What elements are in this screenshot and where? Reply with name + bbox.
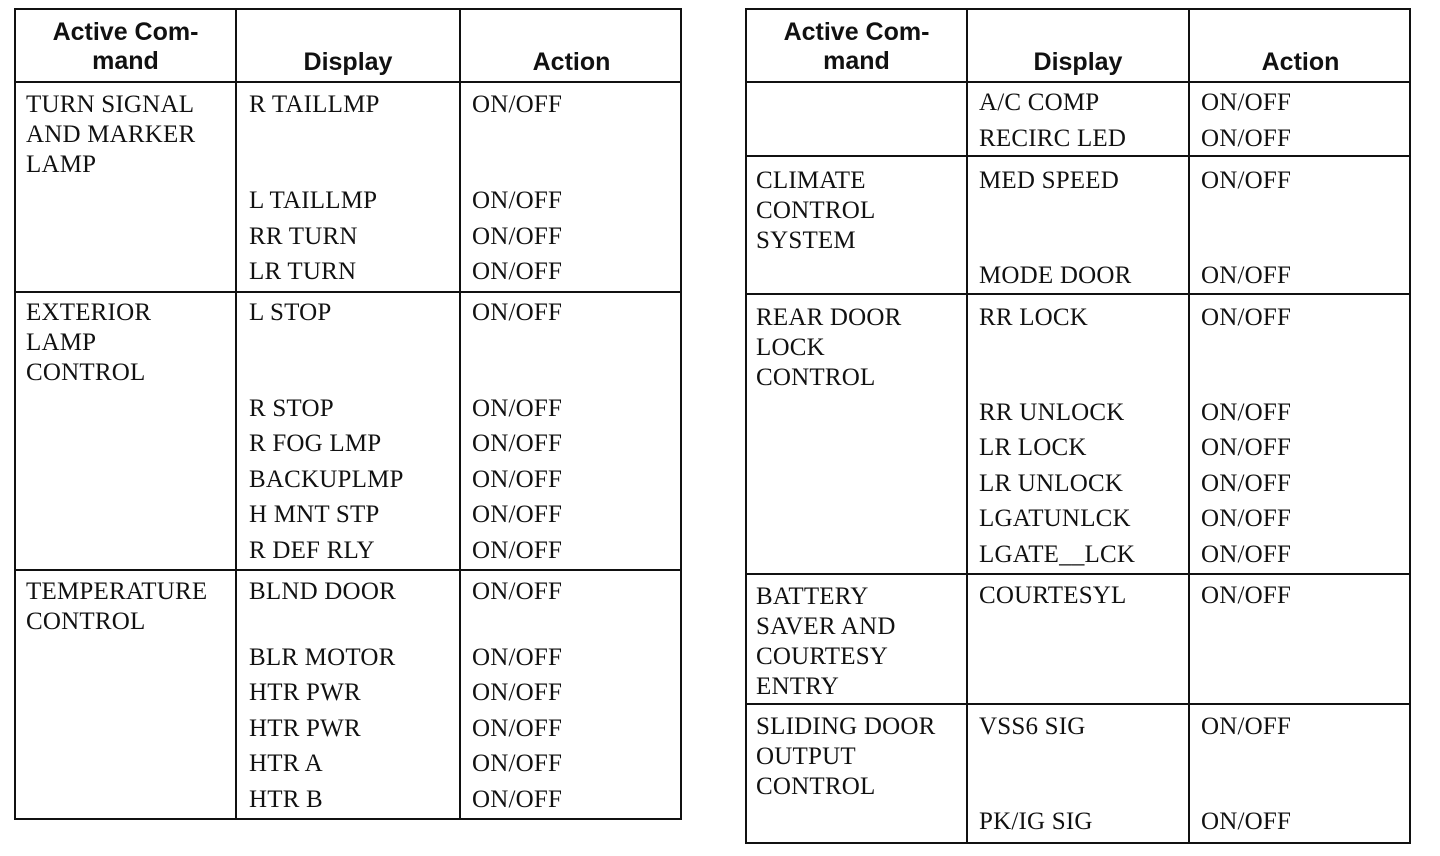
- header-divider: [747, 81, 1409, 83]
- display-value: LGATUNLCK: [979, 505, 1131, 532]
- group-divider: [747, 703, 1409, 705]
- column-divider: [966, 10, 968, 842]
- display-value: BLR MOTOR: [249, 644, 396, 671]
- column-divider: [1188, 10, 1190, 842]
- display-value: BACKUPLMP: [249, 466, 404, 493]
- group-divider: [16, 291, 680, 293]
- right-command-table: [745, 8, 1411, 844]
- header-active-command: Active Com- mand: [52, 18, 199, 75]
- display-value: RR LOCK: [979, 304, 1089, 331]
- action-value: ON/OFF: [472, 501, 563, 528]
- action-value: ON/OFF: [1201, 89, 1292, 116]
- action-value: ON/OFF: [472, 679, 563, 706]
- display-value: R FOG LMP: [249, 430, 382, 457]
- action-value: ON/OFF: [472, 644, 563, 671]
- action-value: ON/OFF: [1201, 541, 1292, 568]
- action-value: ON/OFF: [472, 466, 563, 493]
- display-value: LR TURN: [249, 258, 357, 285]
- action-value: ON/OFF: [1201, 713, 1292, 740]
- command-label: REAR DOOR LOCK CONTROL: [756, 304, 902, 391]
- display-value: LR LOCK: [979, 434, 1087, 461]
- action-value: ON/OFF: [1201, 808, 1292, 835]
- action-value: ON/OFF: [472, 91, 563, 118]
- action-value: ON/OFF: [1201, 434, 1292, 461]
- action-value: ON/OFF: [1201, 505, 1292, 532]
- header-action: Action: [1261, 48, 1340, 76]
- command-label: TEMPERATURE CONTROL: [26, 578, 208, 635]
- display-value: MED SPEED: [979, 167, 1120, 194]
- header-action: Action: [532, 48, 611, 76]
- header-display: Display: [1033, 48, 1123, 76]
- display-value: RR TURN: [249, 223, 358, 250]
- display-value: COURTESYL: [979, 582, 1127, 609]
- action-value: ON/OFF: [472, 187, 563, 214]
- action-value: ON/OFF: [1201, 304, 1292, 331]
- display-value: L STOP: [249, 299, 332, 326]
- action-value: ON/OFF: [472, 395, 563, 422]
- display-value: RECIRC LED: [979, 125, 1127, 152]
- command-label: TURN SIGNAL AND MARKER LAMP: [26, 91, 196, 178]
- display-value: HTR PWR: [249, 679, 361, 706]
- command-label: SLIDING DOOR OUTPUT CONTROL: [756, 713, 936, 800]
- action-value: ON/OFF: [472, 299, 563, 326]
- display-value: R TAILLMP: [249, 91, 380, 118]
- action-value: ON/OFF: [1201, 399, 1292, 426]
- display-value: MODE DOOR: [979, 262, 1132, 289]
- command-label: CLIMATE CONTROL SYSTEM: [756, 167, 876, 254]
- display-value: L TAILLMP: [249, 187, 378, 214]
- display-value: VSS6 SIG: [979, 713, 1086, 740]
- left-command-table: [14, 8, 682, 820]
- header-active-command: Active Com- mand: [783, 18, 930, 75]
- action-value: ON/OFF: [1201, 125, 1292, 152]
- display-value: RR UNLOCK: [979, 399, 1125, 426]
- display-value: HTR B: [249, 786, 323, 813]
- group-divider: [747, 155, 1409, 157]
- display-value: PK/IG SIG: [979, 808, 1093, 835]
- action-value: ON/OFF: [472, 430, 563, 457]
- column-divider: [459, 10, 461, 818]
- header-display: Display: [303, 48, 393, 76]
- action-value: ON/OFF: [472, 223, 563, 250]
- group-divider: [747, 293, 1409, 295]
- action-value: ON/OFF: [1201, 582, 1292, 609]
- action-value: ON/OFF: [1201, 470, 1292, 497]
- display-value: LR UNLOCK: [979, 470, 1124, 497]
- action-value: ON/OFF: [472, 786, 563, 813]
- action-value: ON/OFF: [1201, 167, 1292, 194]
- action-value: ON/OFF: [472, 750, 563, 777]
- display-value: H MNT STP: [249, 501, 380, 528]
- action-value: ON/OFF: [472, 258, 563, 285]
- action-value: ON/OFF: [1201, 262, 1292, 289]
- command-label: EXTERIOR LAMP CONTROL: [26, 299, 152, 386]
- display-value: HTR A: [249, 750, 323, 777]
- display-value: BLND DOOR: [249, 578, 396, 605]
- group-divider: [747, 573, 1409, 575]
- action-value: ON/OFF: [472, 715, 563, 742]
- group-divider: [16, 569, 680, 571]
- display-value: R STOP: [249, 395, 334, 422]
- display-value: R DEF RLY: [249, 537, 375, 564]
- command-label: BATTERY SAVER AND COURTESY ENTRY: [756, 583, 896, 700]
- display-value: A/C COMP: [979, 89, 1100, 116]
- action-value: ON/OFF: [472, 537, 563, 564]
- display-value: LGATE__LCK: [979, 541, 1136, 568]
- display-value: HTR PWR: [249, 715, 361, 742]
- header-divider: [16, 81, 680, 83]
- action-value: ON/OFF: [472, 578, 563, 605]
